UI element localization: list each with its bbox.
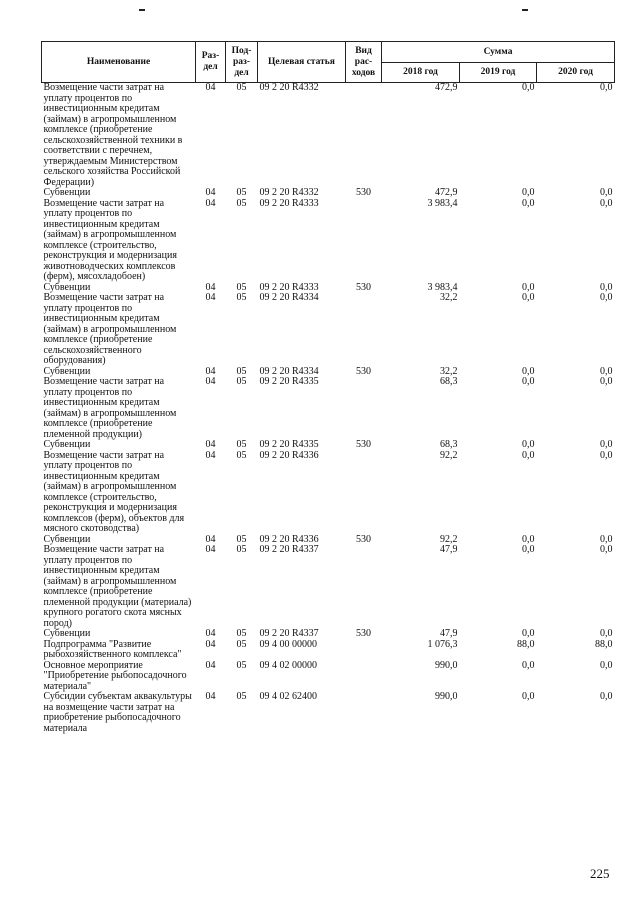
row-sum-2019: 0,0: [522, 533, 535, 545]
row-vid-rashodov: 530: [356, 533, 371, 545]
row-vid-rashodov: [346, 692, 382, 734]
row-name: Субвенции: [43, 365, 91, 377]
row-podrazdel: 05: [236, 197, 247, 209]
row-podrazdel: 05: [236, 281, 247, 293]
row-cel-statya: 09 2 20 R4332: [259, 82, 319, 93]
row-vid-rashodov: [346, 661, 382, 693]
row-sum-2020: 0,0: [600, 628, 613, 639]
row-sum-2020: 0,0: [600, 292, 613, 303]
row-razdel: 04: [205, 533, 216, 545]
table-row: [42, 188, 615, 199]
row-podrazdel: 05: [236, 82, 247, 93]
row-razdel: 04: [205, 544, 216, 555]
row-sum-2019: 0,0: [522, 187, 535, 198]
row-vid-rashodov: 530: [356, 365, 371, 377]
row-podrazdel: 05: [236, 292, 247, 303]
table-row: [42, 661, 615, 693]
row-vid-rashodov: 530: [356, 187, 371, 198]
row-cel-statya: 09 2 20 R4332: [259, 187, 319, 198]
row-sum-2019: 0,0: [522, 197, 535, 209]
row-sum-2019: 0,0: [522, 365, 535, 377]
header-podrazdel: Под-раз-дел: [226, 42, 258, 83]
row-razdel: 04: [205, 292, 216, 303]
row-cel-statya: 09 2 20 R4337: [259, 544, 319, 555]
header-summa: Сумма: [382, 42, 615, 63]
row-podrazdel: 05: [236, 691, 247, 702]
header-year-2018: 2018 год: [382, 63, 460, 83]
row-cel-statya: 09 2 20 R4333: [259, 281, 319, 293]
row-sum-2019: 0,0: [522, 544, 535, 555]
row-name: Подпрограмма "Развитие рыбохозяйственного комплекса": [43, 638, 182, 660]
header-vid-rashodov: Вид рас-ходов: [346, 42, 382, 83]
row-cel-statya: 09 2 20 R4335: [259, 376, 319, 387]
row-name: Возмещение части затрат на уплату процентов по инвестиционным кредитам (займам) в агропромышленном комплексе (приобретение племенной продукции): [43, 376, 177, 440]
row-podrazdel: 05: [236, 376, 247, 387]
row-razdel: 04: [205, 628, 216, 639]
row-vid-rashodov: 530: [356, 628, 371, 639]
row-name: Возмещение части затрат на уплату процентов по инвестиционным кредитам (займам) в агропромышленном комплексе (строительство, реконструкция и модернизация животноводческих комплексов (ферм), мясохладобоен): [43, 197, 177, 282]
row-name: Субвенции: [43, 533, 91, 545]
row-cel-statya: 09 4 00 00000: [259, 638, 317, 650]
row-sum-2019: 88,0: [517, 638, 535, 650]
row-sum-2020: 0,0: [600, 187, 613, 198]
row-sum-2018: 68,3: [440, 439, 458, 450]
table-row: [42, 640, 615, 661]
row-sum-2018: 472,9: [435, 187, 458, 198]
row-sum-2020: 0,0: [600, 449, 613, 461]
row-name: Возмещение части затрат на уплату процентов по инвестиционным кредитам (займам) в агропромышленном комплексе (строительство, реконструкция и модернизация комплексов (ферм), объектов для мясного скотоводства): [43, 449, 185, 534]
row-name: Возмещение части затрат на уплату процентов по инвестиционным кредитам (займам) в агропромышленном комплексе (приобретение племенной продукции (материала) крупного рогатого скота мясных пород): [43, 544, 192, 629]
row-razdel: 04: [205, 281, 216, 293]
row-sum-2020: 0,0: [600, 439, 613, 450]
row-sum-2019: 0,0: [522, 281, 535, 293]
row-sum-2019: 0,0: [522, 449, 535, 461]
header-year-2019: 2019 год: [460, 63, 537, 83]
row-podrazdel: 05: [236, 365, 247, 377]
row-sum-2018: 68,3: [440, 376, 458, 387]
row-cel-statya: 09 2 20 R4333: [259, 197, 319, 209]
header-cel-statya: Целевая статья: [258, 42, 346, 83]
row-razdel: 04: [205, 691, 216, 702]
row-cel-statya: 09 4 02 62400: [259, 691, 317, 702]
row-cel-statya: 09 2 20 R4334: [259, 292, 319, 303]
row-sum-2020: 88,0: [595, 638, 613, 650]
row-sum-2019: 0,0: [522, 659, 535, 671]
row-sum-2020: 0,0: [600, 659, 613, 671]
row-name: Возмещение части затрат на уплату процентов по инвестиционным кредитам (займам) в агропромышленном комплексе (приобретение сельскохозяйственной техники в соответствии с перечнем, утверждаемым Министерством сельского хозяйства Российской Федерации): [43, 82, 183, 188]
row-vid-rashodov: 530: [356, 281, 371, 293]
row-name: Субвенции: [43, 187, 91, 198]
table-row: [42, 83, 615, 189]
row-sum-2019: 0,0: [522, 292, 535, 303]
row-sum-2020: 0,0: [600, 533, 613, 545]
row-sum-2018: 32,2: [440, 365, 458, 377]
row-cel-statya: 09 2 20 R4334: [259, 365, 319, 377]
row-vid-rashodov: [346, 545, 382, 629]
row-sum-2018: 472,9: [435, 82, 458, 93]
row-sum-2018: 990,0: [435, 659, 458, 671]
budget-table: [41, 41, 615, 734]
row-sum-2018: 32,2: [440, 292, 458, 303]
row-cel-statya: 09 2 20 R4336: [259, 449, 319, 461]
row-sum-2020: 0,0: [600, 281, 613, 293]
row-vid-rashodov: [346, 640, 382, 661]
row-sum-2020: 0,0: [600, 82, 613, 93]
table-row: [42, 545, 615, 629]
row-name: Субсидии субъектам аквакультуры на возмещение части затрат на приобретение рыбопосадочного материала: [43, 691, 192, 734]
row-podrazdel: 05: [236, 449, 247, 461]
row-name: Возмещение части затрат на уплату процентов по инвестиционным кредитам (займам) в агропромышленном комплексе (приобретение сельскохозяйственного оборудования): [43, 292, 177, 366]
row-sum-2020: 0,0: [600, 376, 613, 387]
row-sum-2018: 47,9: [440, 544, 458, 555]
table-row: [42, 377, 615, 440]
row-cel-statya: 09 2 20 R4335: [259, 439, 319, 450]
header-razdel: Раз-дел: [196, 42, 226, 83]
row-vid-rashodov: [346, 199, 382, 283]
row-vid-rashodov: 530: [356, 439, 371, 450]
row-cel-statya: 09 2 20 R4337: [259, 628, 319, 639]
page-number: 225: [590, 866, 610, 881]
row-sum-2018: 92,2: [440, 533, 458, 545]
row-podrazdel: 05: [236, 439, 247, 450]
row-name: Субвенции: [43, 628, 91, 639]
row-razdel: 04: [205, 376, 216, 387]
row-razdel: 04: [205, 82, 216, 93]
row-name: Субвенции: [43, 439, 91, 450]
row-podrazdel: 05: [236, 659, 247, 671]
row-sum-2019: 0,0: [522, 439, 535, 450]
row-vid-rashodov: [346, 293, 382, 367]
row-cel-statya: 09 4 02 00000: [259, 659, 317, 671]
row-razdel: 04: [205, 659, 216, 671]
table-row: [42, 629, 615, 640]
row-razdel: 04: [205, 365, 216, 377]
row-name: Субвенции: [43, 281, 91, 293]
row-name: Основное мероприятие "Приобретение рыбопосадочного материала": [43, 659, 187, 692]
row-sum-2020: 0,0: [600, 691, 613, 702]
scan-mark-right: [522, 9, 528, 11]
row-podrazdel: 05: [236, 187, 247, 198]
table-row: [42, 199, 615, 283]
row-sum-2020: 0,0: [600, 197, 613, 209]
table-row: [42, 440, 615, 451]
row-podrazdel: 05: [236, 533, 247, 545]
table-row: [42, 692, 615, 734]
row-sum-2018: 92,2: [440, 449, 458, 461]
row-sum-2018: 3 983,4: [427, 197, 458, 209]
row-sum-2019: 0,0: [522, 82, 535, 93]
table-body: [42, 83, 615, 735]
row-razdel: 04: [205, 449, 216, 461]
header-name: Наименование: [42, 42, 196, 83]
header-year-2020: 2020 год: [537, 63, 615, 83]
row-podrazdel: 05: [236, 544, 247, 555]
row-sum-2018: 990,0: [435, 691, 458, 702]
row-sum-2020: 0,0: [600, 544, 613, 555]
row-sum-2018: 47,9: [440, 628, 458, 639]
table-header: [42, 42, 615, 83]
table-row: [42, 293, 615, 367]
row-razdel: 04: [205, 439, 216, 450]
row-sum-2018: 3 983,4: [427, 281, 458, 293]
row-sum-2019: 0,0: [522, 628, 535, 639]
row-vid-rashodov: [346, 377, 382, 440]
row-vid-rashodov: [346, 83, 382, 189]
row-sum-2019: 0,0: [522, 376, 535, 387]
row-sum-2020: 0,0: [600, 365, 613, 377]
row-razdel: 04: [205, 638, 216, 650]
table-row: [42, 451, 615, 535]
row-cel-statya: 09 2 20 R4336: [259, 533, 319, 545]
row-podrazdel: 05: [236, 638, 247, 650]
scan-mark-left: [139, 9, 145, 11]
row-vid-rashodov: [346, 451, 382, 535]
row-sum-2018: 1 076,3: [427, 638, 458, 650]
row-razdel: 04: [205, 187, 216, 198]
row-podrazdel: 05: [236, 628, 247, 639]
row-sum-2019: 0,0: [522, 691, 535, 702]
row-razdel: 04: [205, 197, 216, 209]
